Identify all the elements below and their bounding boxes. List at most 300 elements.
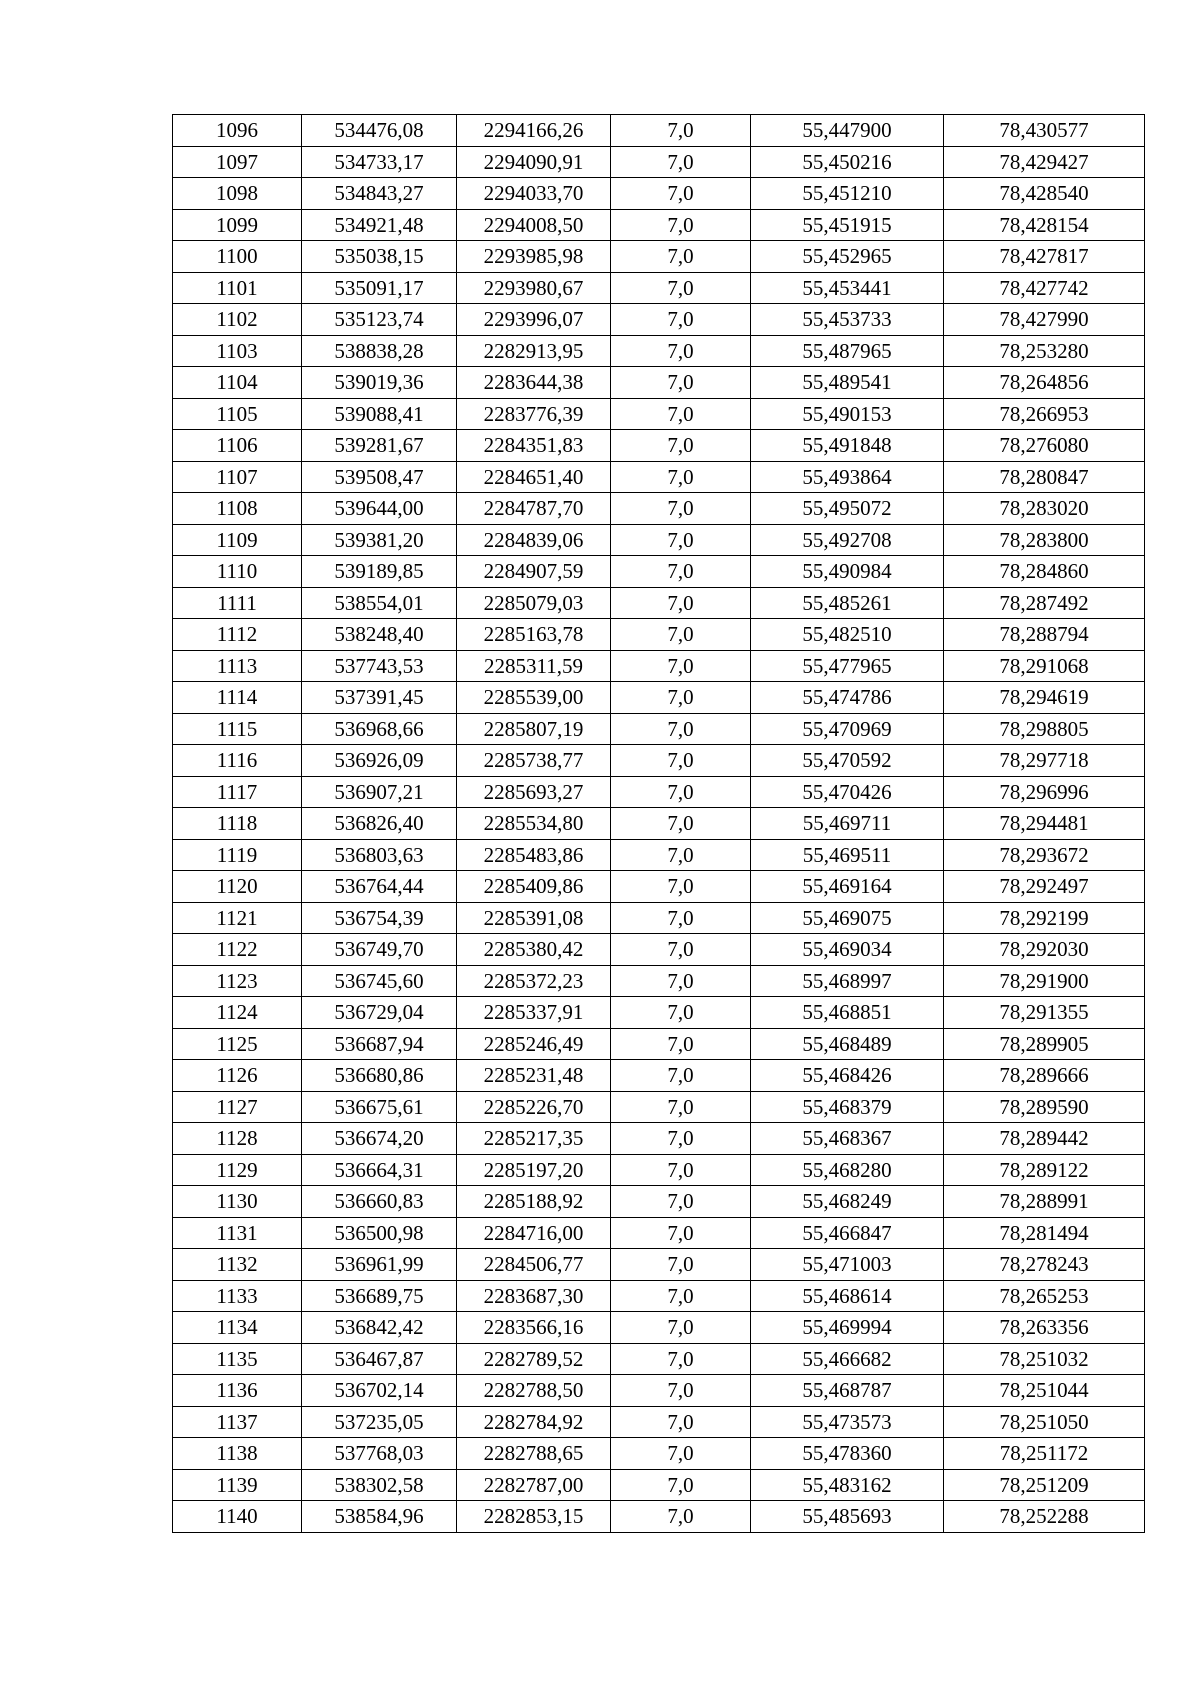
x-coordinate-cell: 534843,27 bbox=[302, 178, 457, 210]
table-row bbox=[173, 871, 1145, 903]
latitude-cell: 55,468614 bbox=[751, 1280, 944, 1312]
latitude-cell: 55,470592 bbox=[751, 745, 944, 777]
latitude-cell: 55,490984 bbox=[751, 556, 944, 588]
latitude-cell: 55,468379 bbox=[751, 1091, 944, 1123]
y-coordinate-cell: 2285226,70 bbox=[457, 1091, 611, 1123]
table-row bbox=[173, 1280, 1145, 1312]
y-coordinate-cell: 2284506,77 bbox=[457, 1249, 611, 1281]
latitude-cell: 55,474786 bbox=[751, 682, 944, 714]
table-row bbox=[173, 1375, 1145, 1407]
longitude-cell: 78,298805 bbox=[944, 713, 1145, 745]
x-coordinate-cell: 536702,14 bbox=[302, 1375, 457, 1407]
latitude-cell: 55,451210 bbox=[751, 178, 944, 210]
point-number-cell: 1122 bbox=[173, 934, 302, 966]
y-coordinate-cell: 2285246,49 bbox=[457, 1028, 611, 1060]
point-number-cell: 1110 bbox=[173, 556, 302, 588]
accuracy-cell: 7,0 bbox=[611, 146, 751, 178]
table-row bbox=[173, 902, 1145, 934]
table-row bbox=[173, 335, 1145, 367]
y-coordinate-cell: 2284716,00 bbox=[457, 1217, 611, 1249]
point-number-cell: 1118 bbox=[173, 808, 302, 840]
longitude-cell: 78,263356 bbox=[944, 1312, 1145, 1344]
point-number-cell: 1135 bbox=[173, 1343, 302, 1375]
accuracy-cell: 7,0 bbox=[611, 902, 751, 934]
x-coordinate-cell: 538584,96 bbox=[302, 1501, 457, 1533]
y-coordinate-cell: 2285391,08 bbox=[457, 902, 611, 934]
longitude-cell: 78,427990 bbox=[944, 304, 1145, 336]
x-coordinate-cell: 537391,45 bbox=[302, 682, 457, 714]
accuracy-cell: 7,0 bbox=[611, 1091, 751, 1123]
latitude-cell: 55,491848 bbox=[751, 430, 944, 462]
y-coordinate-cell: 2284907,59 bbox=[457, 556, 611, 588]
latitude-cell: 55,470969 bbox=[751, 713, 944, 745]
coordinates-table bbox=[172, 114, 1145, 1533]
table-row bbox=[173, 178, 1145, 210]
accuracy-cell: 7,0 bbox=[611, 871, 751, 903]
latitude-cell: 55,469994 bbox=[751, 1312, 944, 1344]
table-row bbox=[173, 1154, 1145, 1186]
longitude-cell: 78,292030 bbox=[944, 934, 1145, 966]
latitude-cell: 55,478360 bbox=[751, 1438, 944, 1470]
point-number-cell: 1127 bbox=[173, 1091, 302, 1123]
latitude-cell: 55,468249 bbox=[751, 1186, 944, 1218]
point-number-cell: 1113 bbox=[173, 650, 302, 682]
table-row bbox=[173, 587, 1145, 619]
accuracy-cell: 7,0 bbox=[611, 745, 751, 777]
x-coordinate-cell: 536689,75 bbox=[302, 1280, 457, 1312]
accuracy-cell: 7,0 bbox=[611, 1469, 751, 1501]
point-number-cell: 1139 bbox=[173, 1469, 302, 1501]
longitude-cell: 78,281494 bbox=[944, 1217, 1145, 1249]
table-row bbox=[173, 524, 1145, 556]
longitude-cell: 78,251050 bbox=[944, 1406, 1145, 1438]
coordinates-table-body bbox=[173, 115, 1145, 1533]
y-coordinate-cell: 2294166,26 bbox=[457, 115, 611, 147]
point-number-cell: 1101 bbox=[173, 272, 302, 304]
latitude-cell: 55,471003 bbox=[751, 1249, 944, 1281]
longitude-cell: 78,291068 bbox=[944, 650, 1145, 682]
table-row bbox=[173, 556, 1145, 588]
longitude-cell: 78,428540 bbox=[944, 178, 1145, 210]
latitude-cell: 55,489541 bbox=[751, 367, 944, 399]
latitude-cell: 55,468426 bbox=[751, 1060, 944, 1092]
latitude-cell: 55,453733 bbox=[751, 304, 944, 336]
table-row bbox=[173, 367, 1145, 399]
accuracy-cell: 7,0 bbox=[611, 1343, 751, 1375]
x-coordinate-cell: 535038,15 bbox=[302, 241, 457, 273]
accuracy-cell: 7,0 bbox=[611, 367, 751, 399]
accuracy-cell: 7,0 bbox=[611, 997, 751, 1029]
table-row bbox=[173, 115, 1145, 147]
accuracy-cell: 7,0 bbox=[611, 1186, 751, 1218]
x-coordinate-cell: 536754,39 bbox=[302, 902, 457, 934]
point-number-cell: 1136 bbox=[173, 1375, 302, 1407]
accuracy-cell: 7,0 bbox=[611, 934, 751, 966]
longitude-cell: 78,251209 bbox=[944, 1469, 1145, 1501]
latitude-cell: 55,483162 bbox=[751, 1469, 944, 1501]
table-row bbox=[173, 965, 1145, 997]
latitude-cell: 55,469075 bbox=[751, 902, 944, 934]
point-number-cell: 1104 bbox=[173, 367, 302, 399]
latitude-cell: 55,469511 bbox=[751, 839, 944, 871]
point-number-cell: 1125 bbox=[173, 1028, 302, 1060]
point-number-cell: 1109 bbox=[173, 524, 302, 556]
y-coordinate-cell: 2285337,91 bbox=[457, 997, 611, 1029]
longitude-cell: 78,288794 bbox=[944, 619, 1145, 651]
table-row bbox=[173, 1249, 1145, 1281]
y-coordinate-cell: 2285079,03 bbox=[457, 587, 611, 619]
longitude-cell: 78,283800 bbox=[944, 524, 1145, 556]
table-row bbox=[173, 839, 1145, 871]
x-coordinate-cell: 536842,42 bbox=[302, 1312, 457, 1344]
latitude-cell: 55,450216 bbox=[751, 146, 944, 178]
table-row bbox=[173, 934, 1145, 966]
table-row bbox=[173, 209, 1145, 241]
accuracy-cell: 7,0 bbox=[611, 808, 751, 840]
table-row bbox=[173, 272, 1145, 304]
y-coordinate-cell: 2282788,65 bbox=[457, 1438, 611, 1470]
point-number-cell: 1130 bbox=[173, 1186, 302, 1218]
y-coordinate-cell: 2282788,50 bbox=[457, 1375, 611, 1407]
x-coordinate-cell: 539088,41 bbox=[302, 398, 457, 430]
longitude-cell: 78,294481 bbox=[944, 808, 1145, 840]
y-coordinate-cell: 2284787,70 bbox=[457, 493, 611, 525]
x-coordinate-cell: 537768,03 bbox=[302, 1438, 457, 1470]
table-row bbox=[173, 997, 1145, 1029]
x-coordinate-cell: 539508,47 bbox=[302, 461, 457, 493]
x-coordinate-cell: 538248,40 bbox=[302, 619, 457, 651]
accuracy-cell: 7,0 bbox=[611, 524, 751, 556]
table-row bbox=[173, 1501, 1145, 1533]
x-coordinate-cell: 539189,85 bbox=[302, 556, 457, 588]
x-coordinate-cell: 539381,20 bbox=[302, 524, 457, 556]
table-row bbox=[173, 1123, 1145, 1155]
longitude-cell: 78,427817 bbox=[944, 241, 1145, 273]
longitude-cell: 78,253280 bbox=[944, 335, 1145, 367]
y-coordinate-cell: 2285483,86 bbox=[457, 839, 611, 871]
table-row bbox=[173, 1060, 1145, 1092]
longitude-cell: 78,278243 bbox=[944, 1249, 1145, 1281]
accuracy-cell: 7,0 bbox=[611, 1123, 751, 1155]
accuracy-cell: 7,0 bbox=[611, 965, 751, 997]
point-number-cell: 1138 bbox=[173, 1438, 302, 1470]
accuracy-cell: 7,0 bbox=[611, 430, 751, 462]
latitude-cell: 55,451915 bbox=[751, 209, 944, 241]
longitude-cell: 78,251032 bbox=[944, 1343, 1145, 1375]
y-coordinate-cell: 2285693,27 bbox=[457, 776, 611, 808]
table-row bbox=[173, 430, 1145, 462]
accuracy-cell: 7,0 bbox=[611, 556, 751, 588]
latitude-cell: 55,469034 bbox=[751, 934, 944, 966]
point-number-cell: 1106 bbox=[173, 430, 302, 462]
y-coordinate-cell: 2293985,98 bbox=[457, 241, 611, 273]
x-coordinate-cell: 536660,83 bbox=[302, 1186, 457, 1218]
x-coordinate-cell: 536664,31 bbox=[302, 1154, 457, 1186]
longitude-cell: 78,252288 bbox=[944, 1501, 1145, 1533]
accuracy-cell: 7,0 bbox=[611, 1217, 751, 1249]
x-coordinate-cell: 536961,99 bbox=[302, 1249, 457, 1281]
point-number-cell: 1123 bbox=[173, 965, 302, 997]
longitude-cell: 78,283020 bbox=[944, 493, 1145, 525]
x-coordinate-cell: 536968,66 bbox=[302, 713, 457, 745]
x-coordinate-cell: 536467,87 bbox=[302, 1343, 457, 1375]
longitude-cell: 78,296996 bbox=[944, 776, 1145, 808]
x-coordinate-cell: 536926,09 bbox=[302, 745, 457, 777]
longitude-cell: 78,427742 bbox=[944, 272, 1145, 304]
y-coordinate-cell: 2285738,77 bbox=[457, 745, 611, 777]
longitude-cell: 78,292497 bbox=[944, 871, 1145, 903]
latitude-cell: 55,487965 bbox=[751, 335, 944, 367]
x-coordinate-cell: 534476,08 bbox=[302, 115, 457, 147]
x-coordinate-cell: 537235,05 bbox=[302, 1406, 457, 1438]
y-coordinate-cell: 2294090,91 bbox=[457, 146, 611, 178]
point-number-cell: 1103 bbox=[173, 335, 302, 367]
table-row bbox=[173, 1091, 1145, 1123]
table-row bbox=[173, 1469, 1145, 1501]
longitude-cell: 78,265253 bbox=[944, 1280, 1145, 1312]
table-row bbox=[173, 304, 1145, 336]
y-coordinate-cell: 2293980,67 bbox=[457, 272, 611, 304]
y-coordinate-cell: 2293996,07 bbox=[457, 304, 611, 336]
table-row bbox=[173, 776, 1145, 808]
accuracy-cell: 7,0 bbox=[611, 241, 751, 273]
longitude-cell: 78,289122 bbox=[944, 1154, 1145, 1186]
y-coordinate-cell: 2285197,20 bbox=[457, 1154, 611, 1186]
latitude-cell: 55,495072 bbox=[751, 493, 944, 525]
y-coordinate-cell: 2282784,92 bbox=[457, 1406, 611, 1438]
longitude-cell: 78,291900 bbox=[944, 965, 1145, 997]
longitude-cell: 78,289590 bbox=[944, 1091, 1145, 1123]
point-number-cell: 1131 bbox=[173, 1217, 302, 1249]
point-number-cell: 1126 bbox=[173, 1060, 302, 1092]
table-row bbox=[173, 461, 1145, 493]
point-number-cell: 1102 bbox=[173, 304, 302, 336]
y-coordinate-cell: 2285807,19 bbox=[457, 713, 611, 745]
accuracy-cell: 7,0 bbox=[611, 335, 751, 367]
longitude-cell: 78,264856 bbox=[944, 367, 1145, 399]
table-row bbox=[173, 1186, 1145, 1218]
table-row bbox=[173, 619, 1145, 651]
accuracy-cell: 7,0 bbox=[611, 178, 751, 210]
accuracy-cell: 7,0 bbox=[611, 1249, 751, 1281]
x-coordinate-cell: 536674,20 bbox=[302, 1123, 457, 1155]
accuracy-cell: 7,0 bbox=[611, 461, 751, 493]
y-coordinate-cell: 2284351,83 bbox=[457, 430, 611, 462]
x-coordinate-cell: 536500,98 bbox=[302, 1217, 457, 1249]
point-number-cell: 1112 bbox=[173, 619, 302, 651]
latitude-cell: 55,469164 bbox=[751, 871, 944, 903]
point-number-cell: 1096 bbox=[173, 115, 302, 147]
table-row bbox=[173, 1343, 1145, 1375]
point-number-cell: 1116 bbox=[173, 745, 302, 777]
table-row bbox=[173, 1406, 1145, 1438]
point-number-cell: 1120 bbox=[173, 871, 302, 903]
table-row bbox=[173, 1312, 1145, 1344]
point-number-cell: 1128 bbox=[173, 1123, 302, 1155]
point-number-cell: 1107 bbox=[173, 461, 302, 493]
x-coordinate-cell: 536803,63 bbox=[302, 839, 457, 871]
x-coordinate-cell: 538554,01 bbox=[302, 587, 457, 619]
point-number-cell: 1133 bbox=[173, 1280, 302, 1312]
table-row bbox=[173, 808, 1145, 840]
x-coordinate-cell: 538302,58 bbox=[302, 1469, 457, 1501]
latitude-cell: 55,485693 bbox=[751, 1501, 944, 1533]
y-coordinate-cell: 2294008,50 bbox=[457, 209, 611, 241]
accuracy-cell: 7,0 bbox=[611, 1154, 751, 1186]
accuracy-cell: 7,0 bbox=[611, 1375, 751, 1407]
accuracy-cell: 7,0 bbox=[611, 1028, 751, 1060]
table-row bbox=[173, 650, 1145, 682]
longitude-cell: 78,288991 bbox=[944, 1186, 1145, 1218]
latitude-cell: 55,485261 bbox=[751, 587, 944, 619]
longitude-cell: 78,297718 bbox=[944, 745, 1145, 777]
table-row bbox=[173, 1217, 1145, 1249]
longitude-cell: 78,289442 bbox=[944, 1123, 1145, 1155]
point-number-cell: 1132 bbox=[173, 1249, 302, 1281]
x-coordinate-cell: 538838,28 bbox=[302, 335, 457, 367]
point-number-cell: 1105 bbox=[173, 398, 302, 430]
latitude-cell: 55,447900 bbox=[751, 115, 944, 147]
table-row bbox=[173, 146, 1145, 178]
latitude-cell: 55,453441 bbox=[751, 272, 944, 304]
longitude-cell: 78,280847 bbox=[944, 461, 1145, 493]
longitude-cell: 78,251172 bbox=[944, 1438, 1145, 1470]
latitude-cell: 55,468997 bbox=[751, 965, 944, 997]
accuracy-cell: 7,0 bbox=[611, 1060, 751, 1092]
point-number-cell: 1140 bbox=[173, 1501, 302, 1533]
x-coordinate-cell: 539644,00 bbox=[302, 493, 457, 525]
latitude-cell: 55,466682 bbox=[751, 1343, 944, 1375]
latitude-cell: 55,469711 bbox=[751, 808, 944, 840]
y-coordinate-cell: 2285380,42 bbox=[457, 934, 611, 966]
y-coordinate-cell: 2294033,70 bbox=[457, 178, 611, 210]
accuracy-cell: 7,0 bbox=[611, 398, 751, 430]
longitude-cell: 78,287492 bbox=[944, 587, 1145, 619]
x-coordinate-cell: 534733,17 bbox=[302, 146, 457, 178]
y-coordinate-cell: 2285311,59 bbox=[457, 650, 611, 682]
y-coordinate-cell: 2282787,00 bbox=[457, 1469, 611, 1501]
x-coordinate-cell: 536687,94 bbox=[302, 1028, 457, 1060]
point-number-cell: 1098 bbox=[173, 178, 302, 210]
point-number-cell: 1137 bbox=[173, 1406, 302, 1438]
point-number-cell: 1111 bbox=[173, 587, 302, 619]
longitude-cell: 78,293672 bbox=[944, 839, 1145, 871]
point-number-cell: 1097 bbox=[173, 146, 302, 178]
y-coordinate-cell: 2285231,48 bbox=[457, 1060, 611, 1092]
accuracy-cell: 7,0 bbox=[611, 1501, 751, 1533]
table-row bbox=[173, 398, 1145, 430]
y-coordinate-cell: 2285163,78 bbox=[457, 619, 611, 651]
point-number-cell: 1121 bbox=[173, 902, 302, 934]
longitude-cell: 78,276080 bbox=[944, 430, 1145, 462]
latitude-cell: 55,473573 bbox=[751, 1406, 944, 1438]
y-coordinate-cell: 2285188,92 bbox=[457, 1186, 611, 1218]
accuracy-cell: 7,0 bbox=[611, 619, 751, 651]
x-coordinate-cell: 539281,67 bbox=[302, 430, 457, 462]
latitude-cell: 55,482510 bbox=[751, 619, 944, 651]
longitude-cell: 78,266953 bbox=[944, 398, 1145, 430]
latitude-cell: 55,452965 bbox=[751, 241, 944, 273]
y-coordinate-cell: 2284839,06 bbox=[457, 524, 611, 556]
x-coordinate-cell: 536826,40 bbox=[302, 808, 457, 840]
y-coordinate-cell: 2283566,16 bbox=[457, 1312, 611, 1344]
accuracy-cell: 7,0 bbox=[611, 776, 751, 808]
y-coordinate-cell: 2282789,52 bbox=[457, 1343, 611, 1375]
accuracy-cell: 7,0 bbox=[611, 1280, 751, 1312]
x-coordinate-cell: 535091,17 bbox=[302, 272, 457, 304]
latitude-cell: 55,468280 bbox=[751, 1154, 944, 1186]
accuracy-cell: 7,0 bbox=[611, 682, 751, 714]
accuracy-cell: 7,0 bbox=[611, 115, 751, 147]
y-coordinate-cell: 2285539,00 bbox=[457, 682, 611, 714]
point-number-cell: 1124 bbox=[173, 997, 302, 1029]
longitude-cell: 78,428154 bbox=[944, 209, 1145, 241]
point-number-cell: 1129 bbox=[173, 1154, 302, 1186]
y-coordinate-cell: 2285409,86 bbox=[457, 871, 611, 903]
longitude-cell: 78,291355 bbox=[944, 997, 1145, 1029]
accuracy-cell: 7,0 bbox=[611, 1312, 751, 1344]
y-coordinate-cell: 2285372,23 bbox=[457, 965, 611, 997]
y-coordinate-cell: 2282913,95 bbox=[457, 335, 611, 367]
table-row bbox=[173, 241, 1145, 273]
accuracy-cell: 7,0 bbox=[611, 209, 751, 241]
point-number-cell: 1119 bbox=[173, 839, 302, 871]
y-coordinate-cell: 2282853,15 bbox=[457, 1501, 611, 1533]
x-coordinate-cell: 536749,70 bbox=[302, 934, 457, 966]
x-coordinate-cell: 536764,44 bbox=[302, 871, 457, 903]
accuracy-cell: 7,0 bbox=[611, 839, 751, 871]
x-coordinate-cell: 534921,48 bbox=[302, 209, 457, 241]
x-coordinate-cell: 536675,61 bbox=[302, 1091, 457, 1123]
point-number-cell: 1108 bbox=[173, 493, 302, 525]
latitude-cell: 55,468489 bbox=[751, 1028, 944, 1060]
latitude-cell: 55,492708 bbox=[751, 524, 944, 556]
accuracy-cell: 7,0 bbox=[611, 587, 751, 619]
point-number-cell: 1099 bbox=[173, 209, 302, 241]
longitude-cell: 78,251044 bbox=[944, 1375, 1145, 1407]
y-coordinate-cell: 2283687,30 bbox=[457, 1280, 611, 1312]
x-coordinate-cell: 536729,04 bbox=[302, 997, 457, 1029]
longitude-cell: 78,289666 bbox=[944, 1060, 1145, 1092]
x-coordinate-cell: 537743,53 bbox=[302, 650, 457, 682]
longitude-cell: 78,430577 bbox=[944, 115, 1145, 147]
x-coordinate-cell: 536680,86 bbox=[302, 1060, 457, 1092]
latitude-cell: 55,468851 bbox=[751, 997, 944, 1029]
x-coordinate-cell: 536907,21 bbox=[302, 776, 457, 808]
x-coordinate-cell: 536745,60 bbox=[302, 965, 457, 997]
latitude-cell: 55,490153 bbox=[751, 398, 944, 430]
accuracy-cell: 7,0 bbox=[611, 650, 751, 682]
table-row bbox=[173, 745, 1145, 777]
table-row bbox=[173, 682, 1145, 714]
longitude-cell: 78,284860 bbox=[944, 556, 1145, 588]
table-row bbox=[173, 1438, 1145, 1470]
point-number-cell: 1134 bbox=[173, 1312, 302, 1344]
table-row bbox=[173, 1028, 1145, 1060]
latitude-cell: 55,468787 bbox=[751, 1375, 944, 1407]
point-number-cell: 1100 bbox=[173, 241, 302, 273]
accuracy-cell: 7,0 bbox=[611, 1406, 751, 1438]
latitude-cell: 55,470426 bbox=[751, 776, 944, 808]
y-coordinate-cell: 2283776,39 bbox=[457, 398, 611, 430]
y-coordinate-cell: 2283644,38 bbox=[457, 367, 611, 399]
longitude-cell: 78,289905 bbox=[944, 1028, 1145, 1060]
accuracy-cell: 7,0 bbox=[611, 272, 751, 304]
accuracy-cell: 7,0 bbox=[611, 1438, 751, 1470]
x-coordinate-cell: 535123,74 bbox=[302, 304, 457, 336]
y-coordinate-cell: 2285534,80 bbox=[457, 808, 611, 840]
accuracy-cell: 7,0 bbox=[611, 713, 751, 745]
